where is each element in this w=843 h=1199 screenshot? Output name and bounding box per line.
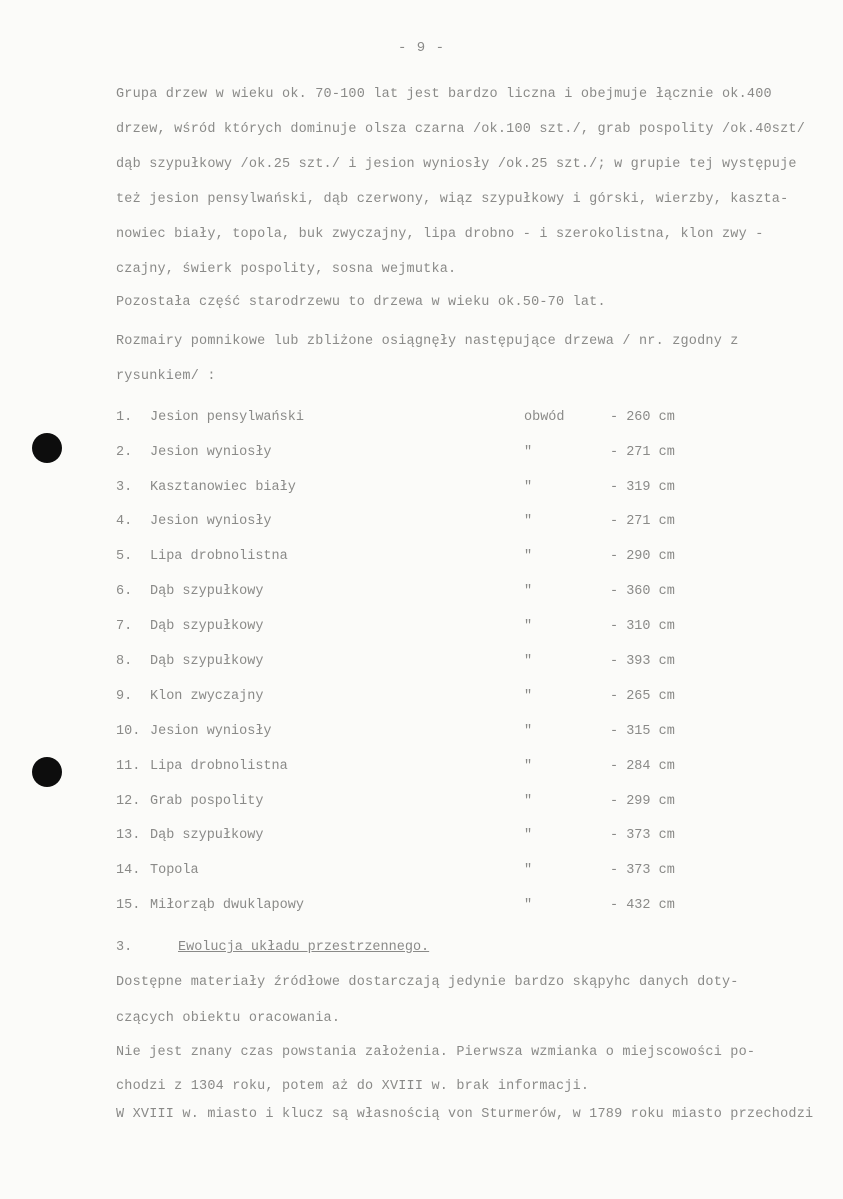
punch-hole-bottom [32, 757, 62, 787]
circumference-value: - 315 cm [610, 724, 675, 739]
tree-number: 14. [116, 863, 141, 878]
ditto-mark: " [524, 759, 533, 774]
ditto-mark: " [524, 619, 533, 634]
tree-number: 11. [116, 759, 141, 774]
tree-name: Jesion wyniosły [150, 724, 272, 739]
text-line: Pozostała część starodrzewu to drzewa w wieku ok.50-70 lat. [116, 295, 606, 310]
circumference-value: - 290 cm [610, 549, 675, 564]
section-title: Ewolucja układu przestrzennego. [178, 940, 430, 955]
text-line: rysunkiem/ : [116, 369, 216, 384]
circumference-value: - 373 cm [610, 863, 675, 878]
text-line: czących obiektu oracowania. [116, 1011, 341, 1026]
ditto-mark: " [524, 584, 533, 599]
text-line: też jesion pensylwański, dąb czerwony, wiąz szypułkowy i górski, wierzby, kaszta- [116, 192, 789, 207]
tree-row [116, 724, 716, 744]
tree-name: Jesion pensylwański [150, 410, 304, 425]
tree-name: Lipa drobnolistna [150, 549, 288, 564]
tree-name: Dąb szypułkowy [150, 654, 264, 669]
tree-name: Kasztanowiec biały [150, 480, 296, 495]
text-line: drzew, wśród których dominuje olsza czarna /ok.100 szt./, grab pospolity /ok.40szt/ [116, 122, 806, 137]
tree-name: Dąb szypułkowy [150, 584, 264, 599]
text-line: Grupa drzew w wieku ok. 70-100 lat jest bardzo liczna i obejmuje łącznie ok.400 [116, 87, 772, 102]
tree-name: Dąb szypułkowy [150, 619, 264, 634]
ditto-mark: " [524, 898, 533, 913]
tree-name: Dąb szypułkowy [150, 828, 264, 843]
text-line: czajny, świerk pospolity, sosna wejmutka. [116, 262, 457, 277]
tree-row [116, 828, 716, 848]
ditto-mark: " [524, 549, 533, 564]
tree-number: 8. [116, 654, 133, 669]
page-number: - 9 - [397, 40, 445, 56]
section-number: 3. [116, 940, 133, 955]
circumference-value: - 284 cm [610, 759, 675, 774]
tree-name: Jesion wyniosły [150, 514, 272, 529]
text-line: chodzi z 1304 roku, potem aż do XVIII w. brak informacji. [116, 1079, 590, 1094]
tree-row [116, 654, 716, 674]
tree-number: 9. [116, 689, 133, 704]
tree-row [116, 898, 716, 918]
punch-hole-top [32, 433, 62, 463]
tree-number: 7. [116, 619, 133, 634]
tree-name: Klon zwyczajny [150, 689, 264, 704]
tree-number: 13. [116, 828, 141, 843]
tree-name: Lipa drobnolistna [150, 759, 288, 774]
circumference-value: - 299 cm [610, 794, 675, 809]
tree-row [116, 549, 716, 569]
tree-row [116, 514, 716, 534]
circumference-value: - 265 cm [610, 689, 675, 704]
tree-number: 15. [116, 898, 141, 913]
ditto-mark: " [524, 445, 533, 460]
circumference-value: - 310 cm [610, 619, 675, 634]
tree-name: Grab pospolity [150, 794, 264, 809]
tree-name: Miłorząb dwuklapowy [150, 898, 304, 913]
ditto-mark: " [524, 794, 533, 809]
ditto-mark: " [524, 724, 533, 739]
tree-number: 3. [116, 480, 133, 495]
tree-row [116, 445, 716, 465]
ditto-mark: " [524, 514, 533, 529]
tree-row [116, 794, 716, 814]
circumference-value: - 373 cm [610, 828, 675, 843]
circumference-value: - 360 cm [610, 584, 675, 599]
text-line: dąb szypułkowy /ok.25 szt./ i jesion wyniosły /ok.25 szt./; w grupie tej występuje [116, 157, 797, 172]
ditto-mark: " [524, 654, 533, 669]
tree-row [116, 689, 716, 709]
measure-label: obwód [524, 410, 565, 425]
text-line: nowiec biały, topola, buk zwyczajny, lipa drobno - i szerokolistna, klon zwy - [116, 227, 764, 242]
tree-number: 2. [116, 445, 133, 460]
tree-name: Topola [150, 863, 199, 878]
circumference-value: - 393 cm [610, 654, 675, 669]
circumference-value: - 271 cm [610, 445, 675, 460]
tree-row [116, 584, 716, 604]
tree-number: 1. [116, 410, 133, 425]
ditto-mark: " [524, 689, 533, 704]
circumference-value: - 271 cm [610, 514, 675, 529]
tree-row [116, 863, 716, 883]
ditto-mark: " [524, 863, 533, 878]
tree-row [116, 759, 716, 779]
circumference-value: - 432 cm [610, 898, 675, 913]
text-line: Dostępne materiały źródłowe dostarczają jedynie bardzo skąpyhc danych doty- [116, 975, 739, 990]
text-line: Nie jest znany czas powstania założenia. Pierwsza wzmianka o miejscowości po- [116, 1045, 756, 1060]
text-line: Rozmairy pomnikowe lub zbliżone osiągnęły następujące drzewa / nr. zgodny z [116, 334, 739, 349]
tree-number: 6. [116, 584, 133, 599]
circumference-value: - 260 cm [610, 410, 675, 425]
circumference-value: - 319 cm [610, 480, 675, 495]
tree-name: Jesion wyniosły [150, 445, 272, 460]
tree-number: 5. [116, 549, 133, 564]
tree-number: 12. [116, 794, 141, 809]
tree-row [116, 410, 716, 430]
tree-number: 4. [116, 514, 133, 529]
text-line: W XVIII w. miasto i klucz są własnością von Sturmerów, w 1789 roku miasto przechodzi [116, 1107, 814, 1122]
ditto-mark: " [524, 480, 533, 495]
ditto-mark: " [524, 828, 533, 843]
tree-row [116, 480, 716, 500]
tree-row [116, 619, 716, 639]
tree-number: 10. [116, 724, 141, 739]
